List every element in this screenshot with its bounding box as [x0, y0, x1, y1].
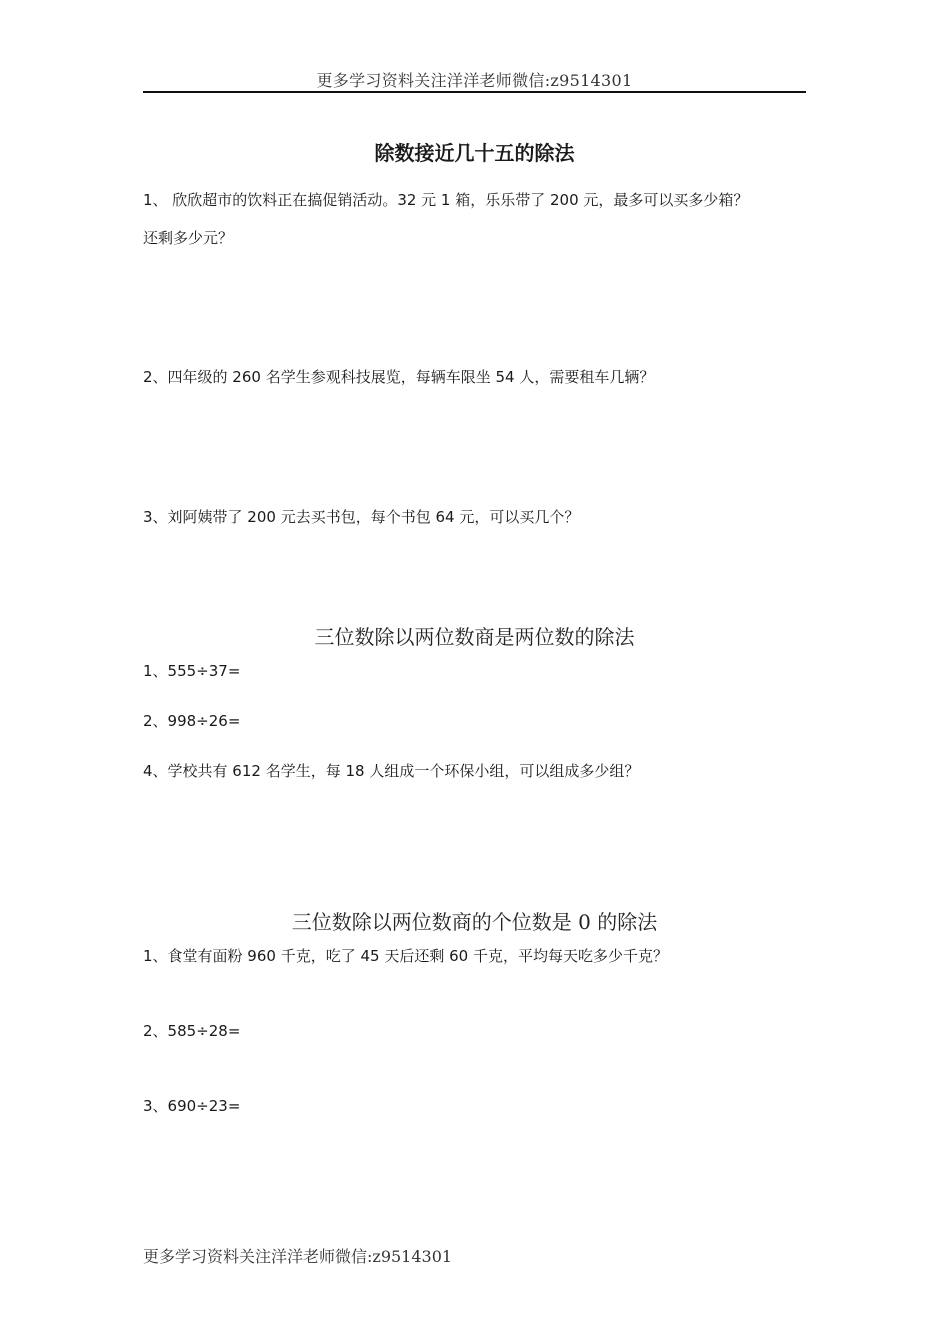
page-header: 更多学习资料关注洋洋老师微信:z9514301 — [316, 71, 633, 90]
s1-question-1-line-1: 1、 欣欣超市的饮料正在搞促销活动。32 元 1 箱，乐乐带了 200 元，最多可以买多少箱？ — [143, 191, 749, 209]
s3-question-1: 1、食堂有面粉 960 千克，吃了 45 天后还剩 60 千克，平均每天吃多少千克？ — [143, 947, 668, 965]
s1-question-2: 2、四年级的 260 名学生参观科技展览，每辆车限坐 54 人，需要租车几辆？ — [143, 368, 655, 386]
section-title-two-digit-quotient: 三位数除以两位数商是两位数的除法 — [314, 625, 635, 649]
page-footer: 更多学习资料关注洋洋老师微信:z9514301 — [143, 1247, 453, 1266]
s2-question-2: 2、998÷26= — [143, 712, 241, 730]
s2-question-4: 4、学校共有 612 名学生，每 18 人组成一个环保小组，可以组成多少组？ — [143, 762, 640, 780]
section-title-divisor-near-fifteen: 除数接近几十五的除法 — [374, 141, 575, 165]
section-title-quotient-ones-zero: 三位数除以两位数商的个位数是 0 的除法 — [291, 910, 658, 934]
s1-question-1-line-2: 还剩多少元？ — [143, 229, 234, 247]
s2-question-1: 1、555÷37= — [143, 662, 241, 680]
header-divider — [143, 91, 806, 93]
s3-question-3: 3、690÷23= — [143, 1097, 241, 1115]
s1-question-3: 3、刘阿姨带了 200 元去买书包，每个书包 64 元，可以买几个？ — [143, 508, 580, 526]
s3-question-2: 2、585÷28= — [143, 1022, 241, 1040]
